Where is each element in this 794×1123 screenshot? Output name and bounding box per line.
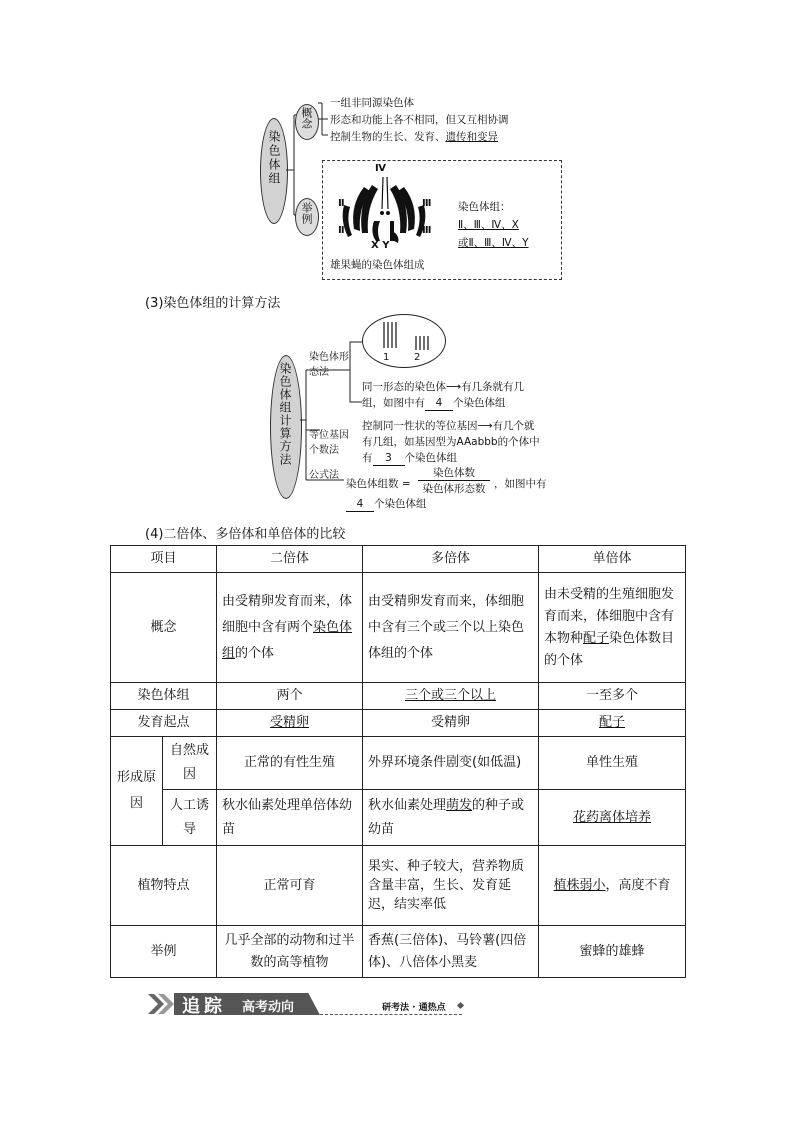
formula-numerator: 染色体数 bbox=[418, 466, 490, 481]
chrom-polyploid: 三个或三个以上 bbox=[363, 683, 539, 710]
banner-diamond-icon bbox=[457, 1002, 464, 1009]
plant-polyploid: 果实、种子较大，营养物质含量丰富，生长、发育延迟，结实率低 bbox=[363, 846, 539, 926]
branch-2-line-2: 有几组，如基因型为AAabbb的个体中 bbox=[362, 436, 540, 448]
header-haploid: 单倍体 bbox=[539, 546, 686, 573]
table-row bbox=[111, 737, 686, 790]
header-item: 项目 bbox=[111, 546, 217, 573]
xy-label: X Y bbox=[371, 240, 390, 251]
formula-denominator: 染色体形态数 bbox=[422, 483, 486, 495]
banner-right-text: 研考法 · 通热点 bbox=[382, 1003, 446, 1013]
natural-diploid: 正常的有性生殖 bbox=[217, 737, 363, 790]
branch-1-line-2: 组，如图中有 4 个染色体组 bbox=[362, 397, 506, 409]
banner-subtitle: 高考动向 bbox=[242, 1000, 295, 1015]
row-label-origin: 发育起点 bbox=[111, 710, 217, 737]
branch-3-label: 公式法 bbox=[309, 470, 339, 481]
roman-right1-label: Ⅲ bbox=[422, 198, 432, 209]
chrom-diploid: 两个 bbox=[217, 683, 363, 710]
artificial-diploid: 秋水仙素处理单倍体幼苗 bbox=[217, 790, 363, 846]
natural-haploid: 单性生殖 bbox=[539, 737, 686, 790]
artificial-polyploid: 秋水仙素处理萌发的种子或幼苗 bbox=[363, 790, 539, 846]
roman-top-label: Ⅳ bbox=[375, 163, 386, 174]
origin-polyploid: 受精卵 bbox=[363, 710, 539, 737]
table-row bbox=[111, 790, 686, 846]
concept-label: 概念 bbox=[300, 107, 313, 129]
concept-diploid: 由受精卵发育而来，体细胞中含有两个染色体组的个体 bbox=[217, 573, 363, 683]
figure-number-1: 1 bbox=[383, 352, 390, 363]
group-line-2: 或Ⅱ、Ⅲ、Ⅳ、Y bbox=[458, 237, 529, 249]
comparison-table bbox=[110, 545, 686, 978]
figure-number-2: 2 bbox=[414, 352, 421, 363]
plant-diploid: 正常可育 bbox=[217, 846, 363, 926]
banner-title: 追踪 bbox=[182, 996, 226, 1017]
concept-item-3: 控制生物的生长、发育、遗传和变异 bbox=[330, 131, 498, 143]
banner-underline bbox=[320, 1014, 462, 1015]
branch-2-line-3: 有 3 个染色体组 bbox=[362, 452, 457, 464]
example-diploid: 几乎全部的动物和过半数的高等植物 bbox=[217, 926, 363, 978]
fly-caption: 雄果蝇的染色体组成 bbox=[330, 259, 425, 271]
concept-haploid: 由未受精的生殖细胞发育而来，体细胞中含有本物种配子染色体数目的个体 bbox=[539, 573, 686, 683]
formula-lhs: 染色体组数 = bbox=[346, 478, 411, 490]
branch-2-line-1: 控制同一性状的等位基因⟶有几个就 bbox=[362, 420, 535, 432]
origin-haploid: 配子 bbox=[539, 710, 686, 737]
plant-haploid: 植株弱小，高度不育 bbox=[539, 846, 686, 926]
section-4-title: (4)二倍体、多倍体和单倍体的比较 bbox=[145, 527, 346, 542]
section-3-title: (3)染色体组的计算方法 bbox=[145, 296, 281, 311]
roman-right2-label: Ⅲ bbox=[422, 225, 432, 236]
row-label-natural: 自然成因 bbox=[163, 737, 217, 790]
example-haploid: 蜜蜂的雄蜂 bbox=[539, 926, 686, 978]
header-polyploid: 多倍体 bbox=[363, 546, 539, 573]
row-label-chromosome-set: 染色体组 bbox=[111, 683, 217, 710]
branch-3-line-2: 4 个染色体组 bbox=[346, 497, 427, 512]
formula-tail: ，如图中有 bbox=[494, 478, 547, 490]
concept-polyploid: 由受精卵发育而来，体细胞中含有三个或三个以上染色体组的个体 bbox=[363, 573, 539, 683]
example-label: 举例 bbox=[300, 202, 313, 224]
chromosome-bars bbox=[372, 318, 438, 358]
table-row bbox=[111, 926, 686, 978]
row-label-artificial: 人工诱导 bbox=[163, 790, 217, 846]
chromosome-set-label: 染色体组 bbox=[267, 130, 281, 186]
row-label-plant-traits: 植物特点 bbox=[111, 846, 217, 926]
row-label-concept: 概念 bbox=[111, 573, 217, 683]
calc-method-label: 染色体组计算方法 bbox=[278, 362, 292, 466]
concept-item-2: 形态和功能上各不相同，但又互相协调 bbox=[330, 114, 509, 126]
group-line-1: Ⅱ、Ⅲ、Ⅳ、X bbox=[458, 219, 519, 231]
header-diploid: 二倍体 bbox=[217, 546, 363, 573]
branch-1-label: 染色体形态法 bbox=[309, 352, 349, 378]
row-label-formation: 形成原因 bbox=[111, 737, 163, 846]
table-row bbox=[111, 573, 686, 683]
table-row bbox=[111, 710, 686, 737]
roman-left2-label: Ⅱ bbox=[338, 225, 345, 236]
row-label-examples: 举例 bbox=[111, 926, 217, 978]
roman-left1-label: Ⅱ bbox=[338, 198, 345, 209]
section-banner bbox=[150, 992, 470, 1016]
banner-chevrons-icon bbox=[146, 992, 176, 1016]
table-row bbox=[111, 846, 686, 926]
group-title: 染色体组： bbox=[458, 201, 511, 213]
example-polyploid: 香蕉(三倍体)、马铃薯(四倍体)、八倍体小黑麦 bbox=[363, 926, 539, 978]
table-row bbox=[111, 683, 686, 710]
concept-item-1: 一组非同源染色体 bbox=[330, 97, 414, 109]
artificial-haploid: 花药离体培养 bbox=[539, 790, 686, 846]
origin-diploid: 受精卵 bbox=[217, 710, 363, 737]
branch-2-label: 等位基因个数法 bbox=[309, 430, 349, 456]
natural-polyploid: 外界环境条件剧变(如低温) bbox=[363, 737, 539, 790]
branch-1-line-1: 同一形态的染色体⟶有几条就有几 bbox=[362, 381, 525, 393]
chrom-haploid: 一至多个 bbox=[539, 683, 686, 710]
table-header-row bbox=[111, 546, 686, 573]
